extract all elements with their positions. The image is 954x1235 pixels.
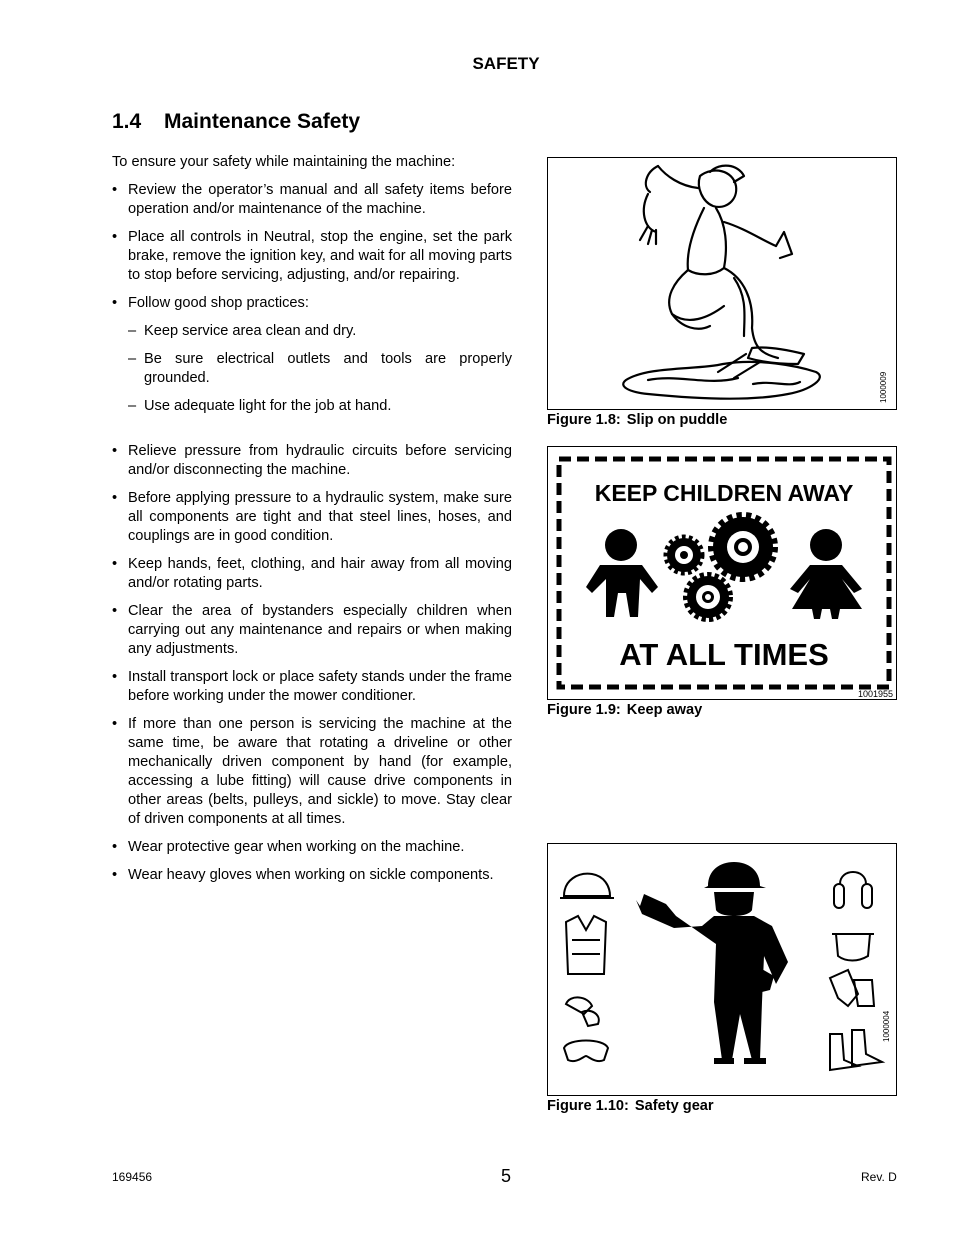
figure-code: 1000004 [882, 1010, 891, 1042]
figure-slip-on-puddle [547, 157, 897, 410]
intro-text: To ensure your safety while maintaining the machine: [112, 154, 456, 170]
sub-bullet-list [128, 322, 512, 416]
page-number: 5 [500, 1166, 511, 1186]
worker-figure-icon [636, 862, 788, 1064]
list-item: • Clear the area of bystanders especially children when carrying out any maintenance and repairs or when making any adjustments. [112, 602, 512, 659]
sub-list-item: – Be sure electrical outlets and tools are properly grounded. [128, 350, 512, 388]
list-item: • Keep hands, feet, clothing, and hair away from all moving and/or rotating parts. [112, 555, 512, 593]
doc-number: 169456 [112, 1170, 153, 1184]
ear-muffs-icon [834, 872, 872, 908]
list-item-text: Follow good shop practices: [128, 295, 309, 311]
gloves-icon [830, 970, 874, 1006]
figure-code: 1001955 [857, 689, 893, 699]
hard-hat-icon [560, 874, 614, 898]
figure-caption [547, 702, 708, 718]
list-item: • Relieve pressure from hydraulic circuits before servicing and/or disconnecting the machine. [112, 442, 512, 480]
figure-label: Figure 1.8: [547, 412, 621, 428]
section-heading [112, 110, 360, 134]
safety-gear-illustration [548, 844, 897, 1096]
list-item: • Review the operator’s manual and all safety items before operation and/or maintenance of the machine. [112, 181, 512, 219]
figure-caption-text: Safety gear [634, 1098, 714, 1114]
safety-vest-icon [566, 916, 606, 974]
revision-label: Rev. D [861, 1170, 897, 1184]
figure-caption [547, 1098, 720, 1114]
bullet-list-top [112, 181, 512, 425]
section-number: 1.4 [112, 110, 142, 133]
sign-top-text: KEEP CHILDREN AWAY [594, 480, 854, 506]
gear-icon [713, 517, 773, 577]
child-figure-icon [790, 529, 862, 619]
figure-label: Figure 1.10: [547, 1098, 629, 1114]
list-item: • Wear heavy gloves when working on sickle components. [112, 866, 512, 885]
figure-label: Figure 1.9: [547, 702, 621, 718]
list-item [112, 294, 512, 416]
list-item: • Place all controls in Neutral, stop the engine, set the park brake, remove the ignition key, and wait for all moving parts to stop before servicing, adjusting, and/or repairing. [112, 228, 512, 285]
list-item: • Before applying pressure to a hydraulic system, make sure all components are tight and that steel lines, hoses, and couplings are in good condition. [112, 489, 512, 546]
figure-safety-gear [547, 843, 897, 1096]
sub-list-item: – Use adequate light for the job at hand. [128, 397, 512, 416]
bullet-list-bottom [112, 442, 512, 838]
running-header: SAFETY [472, 54, 540, 73]
sub-list-item: – Keep service area clean and dry. [128, 322, 512, 341]
list-item: • Wear protective gear when working on the machine. [112, 838, 512, 857]
slipping-man-illustration [548, 158, 897, 410]
figure-keep-away [547, 446, 897, 700]
figure-caption [547, 412, 733, 428]
figure-caption-text: Slip on puddle [626, 412, 728, 428]
bullet-list-last [112, 838, 512, 894]
safety-boots-icon [830, 1030, 882, 1070]
figure-caption-text: Keep away [626, 702, 703, 718]
face-shield-icon [832, 934, 874, 961]
ear-plugs-icon [566, 997, 599, 1026]
sign-bottom-text: AT ALL TIMES [619, 637, 829, 672]
list-item: • Install transport lock or place safety stands under the frame before working under the mower conditioner. [112, 668, 512, 706]
figure-code: 1000009 [879, 371, 888, 403]
gear-icon [687, 576, 729, 618]
list-item: • If more than one person is servicing the machine at the same time, be aware that rotating a driveline or other mechanically driven component by hand (for example, accessing a lube fitting) will cause drive components in other areas (belts, pulleys, and sickle) to move. Stay clear of driven components at all times. [112, 715, 512, 829]
gear-icon [667, 538, 701, 572]
section-title: Maintenance Safety [164, 110, 361, 133]
keep-children-away-sign [548, 447, 897, 700]
safety-goggles-icon [564, 1041, 608, 1062]
child-figure-icon [586, 529, 658, 617]
